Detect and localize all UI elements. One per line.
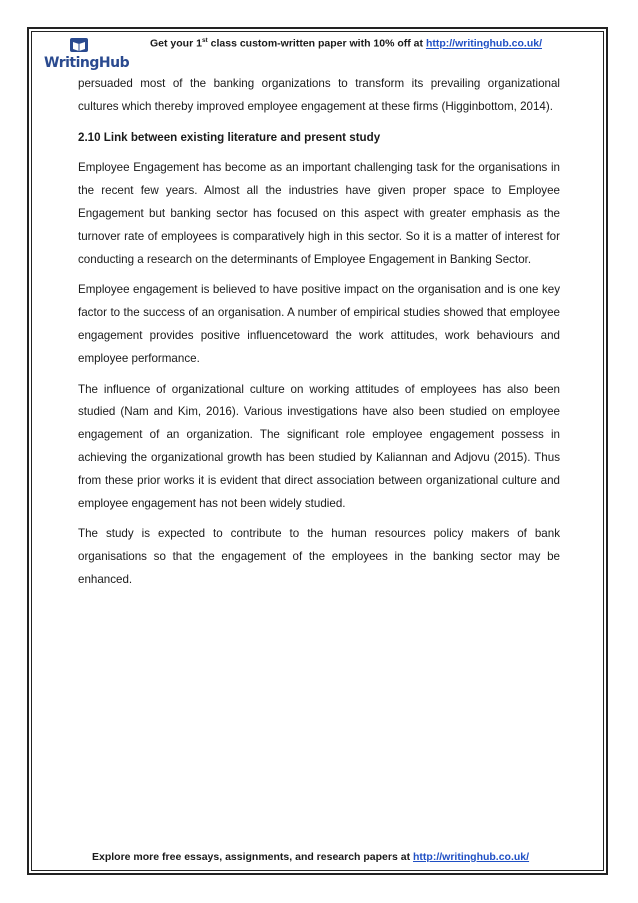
header-sup: st xyxy=(201,37,208,44)
footer-text: Explore more free essays, assignments, and research papers at xyxy=(92,851,413,863)
logo-text: WritingHub xyxy=(44,55,130,71)
writinghub-logo xyxy=(44,37,130,75)
footer-link[interactable]: http://writinghub.co.uk/ xyxy=(413,851,530,863)
paragraph-4: The influence of organizational culture on working attitudes of employees has also been studied (Nam and Kim, 2016). Various investigations have also been studied on employee engagement of an organization. The significant role employee engagement possess in achieving the organizational growth has been studied by Kaliannan and Adjovu (2015). Thus from these prior works it is evident that direct association between organizational culture and employee engagement has not been widely studied. xyxy=(78,382,560,510)
page-footer xyxy=(92,851,529,863)
document-body xyxy=(78,73,560,600)
logo-book-icon xyxy=(69,37,89,55)
paragraph-3: Employee engagement is believed to have positive impact on the organisation and is one key factor to the success of an organisation. A number of empirical studies showed that employee engagement provides positive influencetoward the work attitudes, work behaviours and employee performance. xyxy=(78,283,560,365)
paragraph-1: persuaded most of the banking organizations to transform its prevailing organizational cultures which thereby improved employee engagement at these firms (Higginbottom, 2014). xyxy=(78,77,560,113)
header-link[interactable]: http://writinghub.co.uk/ xyxy=(425,37,543,50)
page-header xyxy=(150,37,570,50)
paragraph-5: The study is expected to contribute to the human resources policy makers of bank organisations so that the engagement of the employees in the banking sector may be enhanced. xyxy=(78,527,560,586)
header-text-2: class custom-written paper with 10% off at xyxy=(207,37,426,50)
section-heading: 2.10 Link between existing literature and present study xyxy=(78,130,381,144)
paragraph-2: Employee Engagement has become as an important challenging task for the organisations in the recent few years. Almost all the industries have given proper space to Employee Engagement but banking sector has focused on this aspect with greater emphasis as the turnover rate of employees is comparatively high in this sector. So it is a matter of interest for conducting a research on the determinants of Employee Engagement in Banking Sector. xyxy=(78,161,560,266)
header-text: Get your 1 xyxy=(150,37,202,50)
